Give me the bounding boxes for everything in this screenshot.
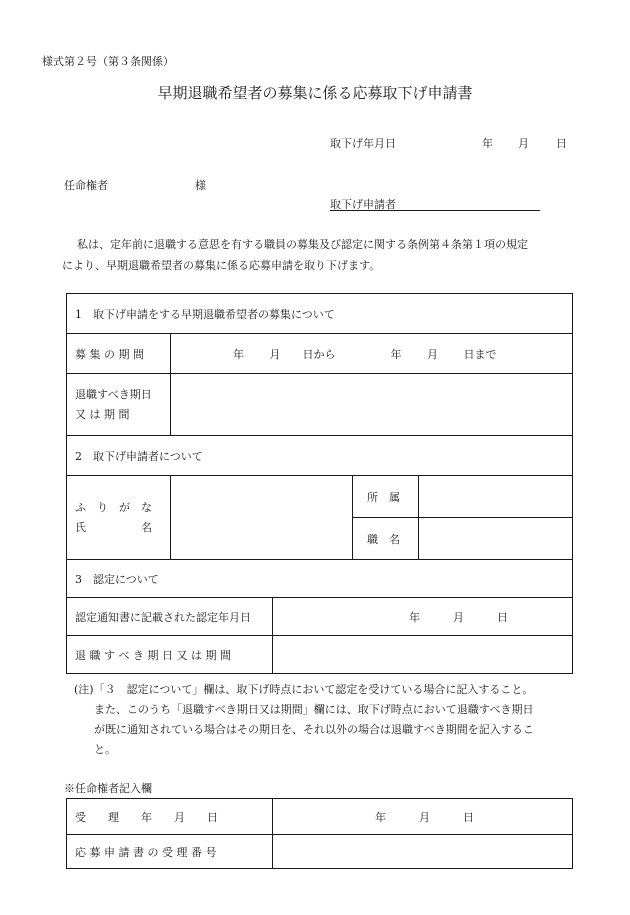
appointer-table <box>66 798 573 869</box>
withdraw-date-year: 年 <box>482 137 493 150</box>
note-line-1: (注)「３ 認定について」欄は、取下げ時点において認定を受けている場合に記入すること。 <box>74 683 534 696</box>
recruitment-period-field[interactable] <box>171 334 573 374</box>
application-table <box>66 293 573 674</box>
received-date-value: 年 月 日 <box>375 810 474 824</box>
applicant-signature-line[interactable] <box>330 196 540 211</box>
recruitment-period-label: 募 集 の 期 間 <box>67 334 171 374</box>
retire-date-field[interactable] <box>171 374 573 436</box>
name-field[interactable] <box>171 476 353 560</box>
withdraw-date-label: 取下げ年月日 <box>330 137 396 150</box>
section-1-heading: 1 取下げ申請をする早期退職希望者の募集について <box>67 294 573 334</box>
retire-date-or-period-label: 退 職 す べ き 期 日 又 は 期 間 <box>67 636 273 674</box>
affiliation-label: 所 属 <box>353 476 419 518</box>
appointer-section-title: ※任命権者記入欄 <box>64 782 152 795</box>
position-field[interactable] <box>419 518 573 560</box>
retire-date-label <box>67 374 171 436</box>
note-line-4: と。 <box>94 743 116 756</box>
withdraw-date-month: 月 <box>518 137 529 150</box>
note-block <box>62 680 582 760</box>
form-number: 様式第２号（第３条関係） <box>42 55 174 68</box>
received-date-field[interactable] <box>273 799 573 835</box>
appointer-sama: 様 <box>195 179 206 192</box>
declaration-paragraph <box>62 234 582 276</box>
received-date-label: 受 理 年 月 日 <box>67 799 273 835</box>
receipt-number-field[interactable] <box>273 835 573 869</box>
page-title: 早期退職希望者の募集に係る応募取下げ申請書 <box>157 84 473 102</box>
retire-date-label-line-1: 退職すべき期日 <box>75 387 152 401</box>
retire-date-or-period-field[interactable] <box>273 636 573 674</box>
applicant-label: 取下げ申請者 <box>330 198 396 211</box>
declaration-line-1: 私は、定年前に退職する意思を有する職員の募集及び認定に関する条例第４条第１項の規定 <box>77 238 528 251</box>
withdraw-date-day: 日 <box>556 137 567 150</box>
note-line-3: が既に通知されている場合はその期日を、それ以外の場合は退職すべき期間を記入するこ <box>94 723 534 736</box>
section-3-heading: 3 認定について <box>67 560 573 598</box>
declaration-line-2: により、早期退職希望者の募集に係る応募申請を取り下げます。 <box>62 259 381 272</box>
retire-date-label-line-2: 又 は 期 間 <box>75 407 130 421</box>
certification-date-value: 年 月 日 <box>409 610 508 624</box>
position-label: 職 名 <box>353 518 419 560</box>
receipt-number-label: 応 募 申 請 書 の 受 理 番 号 <box>67 835 273 869</box>
name-label: 氏 名 <box>75 520 152 534</box>
recruitment-period-value: 年 月 日から 年 月 日まで <box>233 347 497 361</box>
section-2-heading: 2 取下げ申請者について <box>67 436 573 476</box>
note-line-2: また、このうち「退職すべき期日又は期間」欄には、取下げ時点において退職すべき期日 <box>94 703 534 716</box>
furigana-name-label <box>67 476 171 560</box>
affiliation-field[interactable] <box>419 476 573 518</box>
furigana-label: ふ り が な <box>75 500 152 514</box>
certification-date-label: 認定通知書に記載された認定年月日 <box>67 598 273 636</box>
appointer-label: 任命権者 <box>64 179 108 192</box>
certification-date-field[interactable] <box>273 598 573 636</box>
